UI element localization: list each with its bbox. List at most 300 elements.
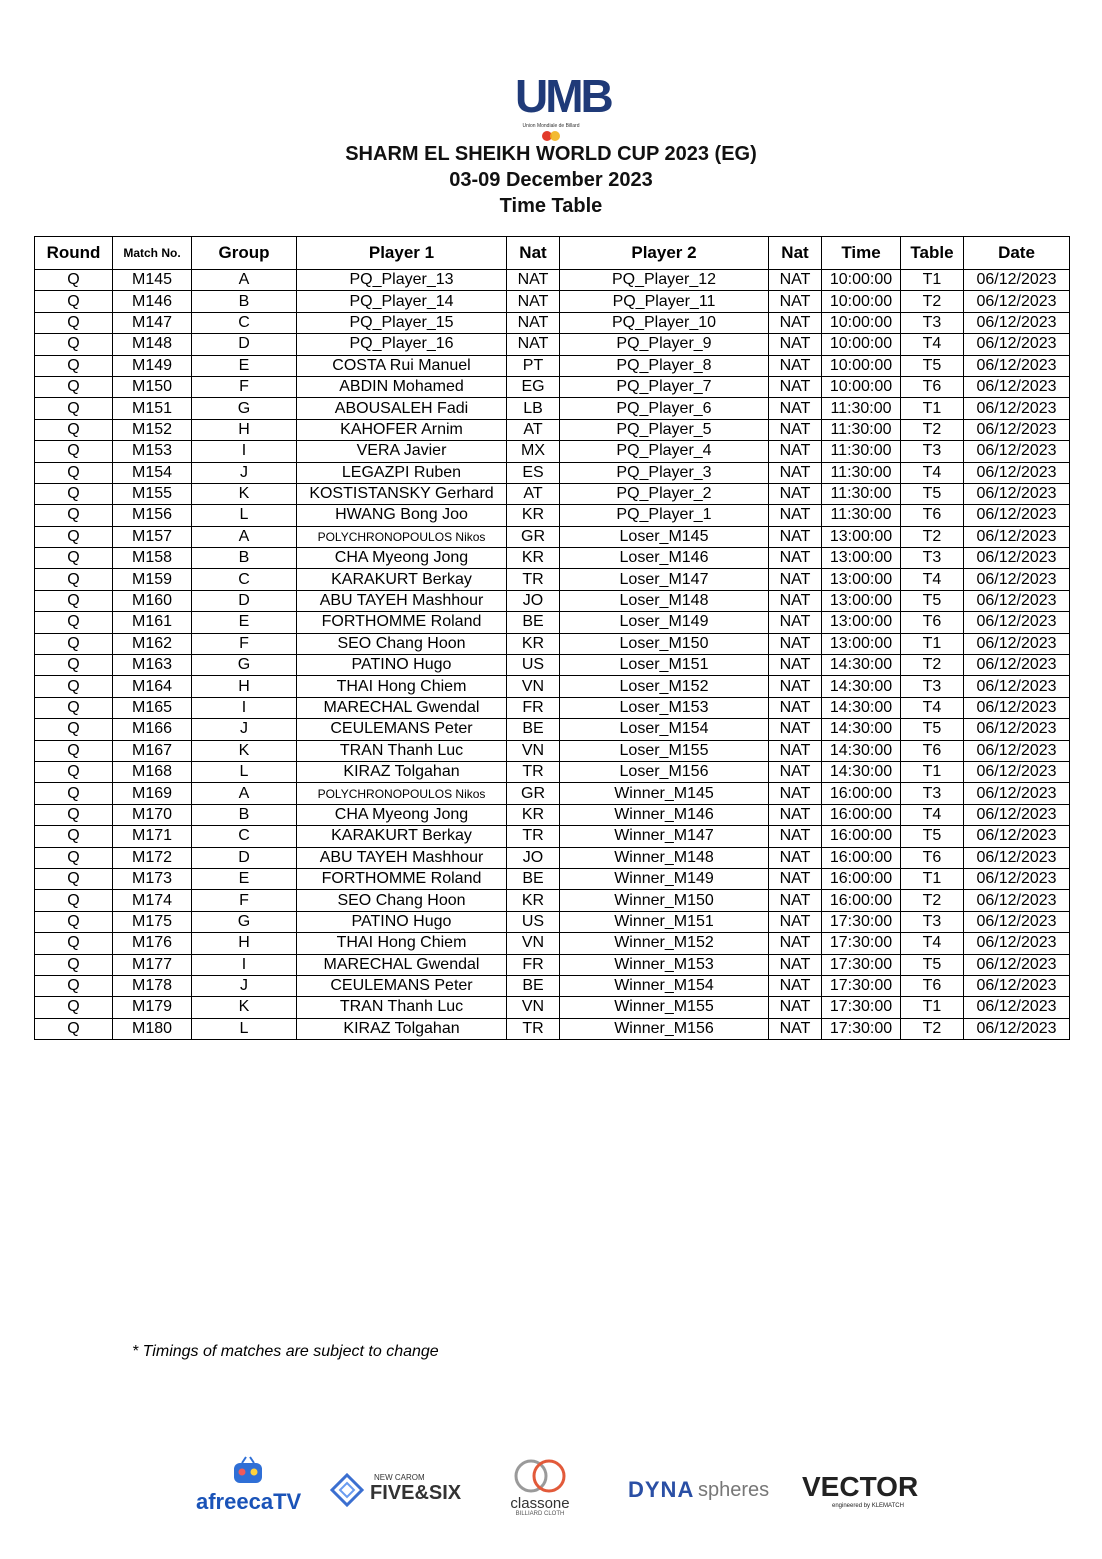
cell-table: T3 (901, 911, 964, 932)
cell-nat2: NAT (769, 569, 822, 590)
table-row (35, 676, 1070, 697)
cell-group: K (192, 740, 297, 761)
cell-date: 06/12/2023 (964, 441, 1070, 462)
cell-round: Q (35, 804, 113, 825)
cell-nat2: NAT (769, 270, 822, 291)
cell-player2: PQ_Player_10 (560, 312, 769, 333)
table-row (35, 740, 1070, 761)
fivesix-logo (330, 1455, 470, 1525)
cell-round: Q (35, 933, 113, 954)
cell-round: Q (35, 868, 113, 889)
col-header-nat1: Nat (507, 237, 560, 270)
cell-time: 16:00:00 (822, 783, 901, 804)
cell-time: 13:00:00 (822, 526, 901, 547)
cell-player1: PQ_Player_13 (297, 270, 507, 291)
cell-date: 06/12/2023 (964, 911, 1070, 932)
table-row (35, 312, 1070, 333)
table-row (35, 334, 1070, 355)
cell-table: T4 (901, 334, 964, 355)
cell-nat2: NAT (769, 655, 822, 676)
cell-table: T3 (901, 312, 964, 333)
table-row (35, 419, 1070, 440)
cell-nat2: NAT (769, 526, 822, 547)
cell-date: 06/12/2023 (964, 355, 1070, 376)
table-row (35, 462, 1070, 483)
cell-nat2: NAT (769, 441, 822, 462)
umb-logo (515, 68, 611, 144)
cell-table: T6 (901, 740, 964, 761)
cell-player1: VERA Javier (297, 441, 507, 462)
cell-match-no: M154 (113, 462, 192, 483)
cell-round: Q (35, 826, 113, 847)
cell-group: B (192, 804, 297, 825)
cell-nat1: JO (507, 847, 560, 868)
fivesix-diamond-icon (330, 1473, 364, 1507)
cell-nat1: EG (507, 376, 560, 397)
cell-player1: COSTA Rui Manuel (297, 355, 507, 376)
cell-date: 06/12/2023 (964, 697, 1070, 718)
cell-date: 06/12/2023 (964, 590, 1070, 611)
cell-time: 14:30:00 (822, 655, 901, 676)
cell-nat2: NAT (769, 847, 822, 868)
time-table (34, 236, 1070, 1040)
cell-match-no: M165 (113, 697, 192, 718)
cell-player2: Winner_M151 (560, 911, 769, 932)
cell-time: 13:00:00 (822, 569, 901, 590)
cell-nat1: ES (507, 462, 560, 483)
cell-nat1: FR (507, 697, 560, 718)
col-header-match-no: Match No. (113, 237, 192, 270)
dynaspheres-logo (628, 1455, 778, 1525)
cell-round: Q (35, 1018, 113, 1039)
cell-nat2: NAT (769, 1018, 822, 1039)
cell-player2: Winner_M148 (560, 847, 769, 868)
cell-date: 06/12/2023 (964, 419, 1070, 440)
cell-time: 13:00:00 (822, 612, 901, 633)
cell-nat1: LB (507, 398, 560, 419)
cell-table: T6 (901, 975, 964, 996)
cell-group: H (192, 676, 297, 697)
cell-table: T5 (901, 590, 964, 611)
cell-time: 14:30:00 (822, 719, 901, 740)
cell-player2: PQ_Player_1 (560, 505, 769, 526)
cell-match-no: M176 (113, 933, 192, 954)
cell-player2: Loser_M150 (560, 633, 769, 654)
cell-time: 10:00:00 (822, 355, 901, 376)
cell-table: T2 (901, 890, 964, 911)
cell-nat1: PT (507, 355, 560, 376)
afreecatv-logo (190, 1455, 310, 1525)
cell-player2: PQ_Player_5 (560, 419, 769, 440)
cell-player1: ABOUSALEH Fadi (297, 398, 507, 419)
cell-round: Q (35, 312, 113, 333)
table-row (35, 483, 1070, 504)
cell-nat2: NAT (769, 997, 822, 1018)
cell-time: 17:30:00 (822, 954, 901, 975)
cell-player2: PQ_Player_8 (560, 355, 769, 376)
cell-player1: CHA Myeong Jong (297, 804, 507, 825)
cell-nat1: VN (507, 933, 560, 954)
cell-match-no: M164 (113, 676, 192, 697)
cell-time: 14:30:00 (822, 676, 901, 697)
cell-table: T5 (901, 483, 964, 504)
cell-match-no: M151 (113, 398, 192, 419)
cell-group: E (192, 612, 297, 633)
cell-player2: Loser_M146 (560, 548, 769, 569)
cell-match-no: M169 (113, 783, 192, 804)
cell-group: D (192, 847, 297, 868)
cell-table: T1 (901, 270, 964, 291)
cell-nat1: TR (507, 761, 560, 782)
cell-date: 06/12/2023 (964, 890, 1070, 911)
cell-time: 10:00:00 (822, 291, 901, 312)
cell-time: 17:30:00 (822, 975, 901, 996)
cell-round: Q (35, 291, 113, 312)
cell-table: T1 (901, 633, 964, 654)
cell-player1: CHA Myeong Jong (297, 548, 507, 569)
afreecatv-text: afreecaTV (196, 1489, 302, 1514)
cell-date: 06/12/2023 (964, 612, 1070, 633)
cell-match-no: M150 (113, 376, 192, 397)
cell-group: C (192, 569, 297, 590)
cell-time: 10:00:00 (822, 270, 901, 291)
cell-player1: KIRAZ Tolgahan (297, 1018, 507, 1039)
cell-player2: Winner_M156 (560, 1018, 769, 1039)
cell-group: C (192, 826, 297, 847)
cell-time: 11:30:00 (822, 398, 901, 419)
table-row (35, 441, 1070, 462)
cell-player2: PQ_Player_7 (560, 376, 769, 397)
table-row (35, 804, 1070, 825)
cell-nat2: NAT (769, 740, 822, 761)
cell-date: 06/12/2023 (964, 291, 1070, 312)
spheres-text: spheres (698, 1479, 770, 1501)
cell-time: 14:30:00 (822, 740, 901, 761)
cell-nat1: JO (507, 590, 560, 611)
cell-round: Q (35, 376, 113, 397)
cell-table: T1 (901, 398, 964, 419)
cell-player1: MARECHAL Gwendal (297, 954, 507, 975)
cell-table: T4 (901, 804, 964, 825)
cell-match-no: M179 (113, 997, 192, 1018)
cell-player2: Loser_M145 (560, 526, 769, 547)
cell-player2: PQ_Player_6 (560, 398, 769, 419)
cell-match-no: M168 (113, 761, 192, 782)
cell-match-no: M173 (113, 868, 192, 889)
cell-group: J (192, 462, 297, 483)
cell-nat2: NAT (769, 505, 822, 526)
cell-group: L (192, 1018, 297, 1039)
cell-group: F (192, 376, 297, 397)
cell-round: Q (35, 505, 113, 526)
cell-date: 06/12/2023 (964, 783, 1070, 804)
table-row (35, 911, 1070, 932)
table-header-row (35, 237, 1070, 270)
cell-date: 06/12/2023 (964, 312, 1070, 333)
table-row (35, 890, 1070, 911)
cell-match-no: M159 (113, 569, 192, 590)
cell-nat2: NAT (769, 826, 822, 847)
cell-player2: PQ_Player_12 (560, 270, 769, 291)
cell-table: T6 (901, 847, 964, 868)
cell-nat1: KR (507, 505, 560, 526)
cell-match-no: M166 (113, 719, 192, 740)
cell-player2: PQ_Player_2 (560, 483, 769, 504)
cell-player1: POLYCHRONOPOULOS Nikos (297, 526, 507, 547)
cell-nat2: NAT (769, 697, 822, 718)
cell-table: T1 (901, 761, 964, 782)
cell-table: T4 (901, 569, 964, 590)
cell-time: 11:30:00 (822, 483, 901, 504)
umb-logo-subtext: Union Mondiale de Billard (522, 123, 580, 129)
cell-round: Q (35, 355, 113, 376)
cell-player1: MARECHAL Gwendal (297, 697, 507, 718)
event-dates: 03-09 December 2023 (449, 169, 653, 191)
cell-time: 16:00:00 (822, 847, 901, 868)
cell-match-no: M170 (113, 804, 192, 825)
cell-round: Q (35, 997, 113, 1018)
cell-table: T5 (901, 954, 964, 975)
cell-group: B (192, 291, 297, 312)
cell-time: 13:00:00 (822, 633, 901, 654)
cell-player1: PQ_Player_16 (297, 334, 507, 355)
cell-round: Q (35, 462, 113, 483)
cell-round: Q (35, 441, 113, 462)
cell-time: 13:00:00 (822, 548, 901, 569)
cell-group: J (192, 719, 297, 740)
cell-table: T5 (901, 826, 964, 847)
cell-table: T6 (901, 376, 964, 397)
cell-time: 16:00:00 (822, 890, 901, 911)
cell-player2: Loser_M149 (560, 612, 769, 633)
cell-player2: PQ_Player_4 (560, 441, 769, 462)
cell-player2: PQ_Player_9 (560, 334, 769, 355)
title-block (0, 141, 1102, 219)
cell-time: 17:30:00 (822, 933, 901, 954)
cell-table: T2 (901, 526, 964, 547)
cell-nat2: NAT (769, 804, 822, 825)
cell-player1: KIRAZ Tolgahan (297, 761, 507, 782)
cell-nat1: KR (507, 804, 560, 825)
cell-nat1: VN (507, 740, 560, 761)
cell-round: Q (35, 697, 113, 718)
cell-table: T5 (901, 355, 964, 376)
cell-player2: Winner_M145 (560, 783, 769, 804)
col-header-group: Group (192, 237, 297, 270)
cell-group: G (192, 398, 297, 419)
cell-nat2: NAT (769, 719, 822, 740)
cell-player1: CEULEMANS Peter (297, 975, 507, 996)
cell-date: 06/12/2023 (964, 847, 1070, 868)
cell-round: Q (35, 761, 113, 782)
cell-date: 06/12/2023 (964, 270, 1070, 291)
cell-player2: Loser_M153 (560, 697, 769, 718)
cell-time: 11:30:00 (822, 462, 901, 483)
cell-table: T5 (901, 719, 964, 740)
cell-table: T1 (901, 868, 964, 889)
cell-nat1: BE (507, 868, 560, 889)
table-row (35, 612, 1070, 633)
cell-nat2: NAT (769, 590, 822, 611)
cell-date: 06/12/2023 (964, 376, 1070, 397)
cell-round: Q (35, 569, 113, 590)
cell-group: A (192, 783, 297, 804)
cell-round: Q (35, 419, 113, 440)
cell-nat2: NAT (769, 355, 822, 376)
cell-time: 13:00:00 (822, 590, 901, 611)
cell-match-no: M149 (113, 355, 192, 376)
cell-player1: LEGAZPI Ruben (297, 462, 507, 483)
cell-group: D (192, 334, 297, 355)
cell-match-no: M180 (113, 1018, 192, 1039)
cell-nat1: AT (507, 419, 560, 440)
cell-round: Q (35, 633, 113, 654)
cell-player1: PATINO Hugo (297, 655, 507, 676)
cell-player1: KAHOFER Arnim (297, 419, 507, 440)
cell-player2: Winner_M147 (560, 826, 769, 847)
vector-text: VECTOR (802, 1471, 919, 1502)
cell-time: 16:00:00 (822, 868, 901, 889)
cell-nat2: NAT (769, 462, 822, 483)
table-row (35, 783, 1070, 804)
classone-text: classone (510, 1495, 570, 1512)
cell-time: 16:00:00 (822, 826, 901, 847)
cell-group: L (192, 761, 297, 782)
cell-group: E (192, 355, 297, 376)
cell-nat1: VN (507, 676, 560, 697)
table-row (35, 954, 1070, 975)
cell-table: T4 (901, 697, 964, 718)
cell-group: I (192, 441, 297, 462)
timing-note: * Timings of matches are subject to change (132, 1343, 439, 1360)
event-title: SHARM EL SHEIKH WORLD CUP 2023 (EG) (345, 143, 757, 165)
page-subtitle: Time Table (499, 195, 603, 217)
cell-table: T2 (901, 291, 964, 312)
cell-player2: Winner_M154 (560, 975, 769, 996)
cell-table: T2 (901, 655, 964, 676)
cell-nat2: NAT (769, 334, 822, 355)
cell-group: I (192, 954, 297, 975)
cell-player2: Loser_M148 (560, 590, 769, 611)
cell-player2: Loser_M152 (560, 676, 769, 697)
classone-rings-icon (507, 1457, 573, 1495)
cell-player2: Winner_M146 (560, 804, 769, 825)
table-row (35, 569, 1070, 590)
cell-table: T3 (901, 441, 964, 462)
fivesix-top-text: NEW CAROM (374, 1473, 425, 1482)
cell-date: 06/12/2023 (964, 740, 1070, 761)
cell-player1: PQ_Player_14 (297, 291, 507, 312)
cell-group: F (192, 633, 297, 654)
cell-match-no: M163 (113, 655, 192, 676)
cell-group: E (192, 868, 297, 889)
cell-player1: POLYCHRONOPOULOS Nikos (297, 783, 507, 804)
cell-nat2: NAT (769, 291, 822, 312)
cell-group: A (192, 526, 297, 547)
cell-date: 06/12/2023 (964, 719, 1070, 740)
cell-time: 10:00:00 (822, 312, 901, 333)
cell-date: 06/12/2023 (964, 548, 1070, 569)
table-row (35, 355, 1070, 376)
cell-nat1: NAT (507, 312, 560, 333)
cell-player1: SEO Chang Hoon (297, 890, 507, 911)
cell-group: G (192, 655, 297, 676)
cell-date: 06/12/2023 (964, 826, 1070, 847)
cell-nat1: NAT (507, 270, 560, 291)
cell-nat1: US (507, 655, 560, 676)
cell-table: T3 (901, 783, 964, 804)
cell-player2: Loser_M147 (560, 569, 769, 590)
cell-round: Q (35, 975, 113, 996)
cell-group: I (192, 697, 297, 718)
cell-time: 17:30:00 (822, 911, 901, 932)
cell-nat1: BE (507, 612, 560, 633)
cell-player2: Winner_M153 (560, 954, 769, 975)
cell-table: T6 (901, 505, 964, 526)
table-row (35, 761, 1070, 782)
cell-date: 06/12/2023 (964, 975, 1070, 996)
cell-group: D (192, 590, 297, 611)
cell-round: Q (35, 911, 113, 932)
cell-match-no: M152 (113, 419, 192, 440)
cell-group: G (192, 911, 297, 932)
cell-nat2: NAT (769, 676, 822, 697)
cell-nat2: NAT (769, 483, 822, 504)
cell-player2: Loser_M156 (560, 761, 769, 782)
cell-group: K (192, 997, 297, 1018)
table-row (35, 933, 1070, 954)
col-header-date: Date (964, 237, 1070, 270)
cell-round: Q (35, 398, 113, 419)
cell-round: Q (35, 954, 113, 975)
cell-time: 11:30:00 (822, 505, 901, 526)
table-row (35, 633, 1070, 654)
cell-round: Q (35, 612, 113, 633)
cell-date: 06/12/2023 (964, 462, 1070, 483)
fivesix-text: FIVE&SIX (370, 1482, 462, 1504)
col-header-player1: Player 1 (297, 237, 507, 270)
cell-nat2: NAT (769, 933, 822, 954)
cell-nat1: BE (507, 975, 560, 996)
cell-table: T2 (901, 419, 964, 440)
cell-time: 11:30:00 (822, 441, 901, 462)
cell-nat2: NAT (769, 612, 822, 633)
cell-player1: KARAKURT Berkay (297, 826, 507, 847)
cell-nat2: NAT (769, 783, 822, 804)
cell-player1: FORTHOMME Roland (297, 868, 507, 889)
cell-nat1: US (507, 911, 560, 932)
cell-time: 10:00:00 (822, 334, 901, 355)
cell-match-no: M147 (113, 312, 192, 333)
table-row (35, 655, 1070, 676)
cell-table: T1 (901, 997, 964, 1018)
col-header-player2: Player 2 (560, 237, 769, 270)
cell-match-no: M157 (113, 526, 192, 547)
cell-nat2: NAT (769, 890, 822, 911)
cell-time: 14:30:00 (822, 761, 901, 782)
cell-table: T2 (901, 1018, 964, 1039)
cell-table: T4 (901, 462, 964, 483)
dyna-text: DYNA (628, 1477, 695, 1502)
cell-round: Q (35, 890, 113, 911)
table-row (35, 975, 1070, 996)
cell-match-no: M161 (113, 612, 192, 633)
table-row (35, 826, 1070, 847)
cell-group: K (192, 483, 297, 504)
cell-match-no: M155 (113, 483, 192, 504)
cell-round: Q (35, 719, 113, 740)
cell-date: 06/12/2023 (964, 933, 1070, 954)
